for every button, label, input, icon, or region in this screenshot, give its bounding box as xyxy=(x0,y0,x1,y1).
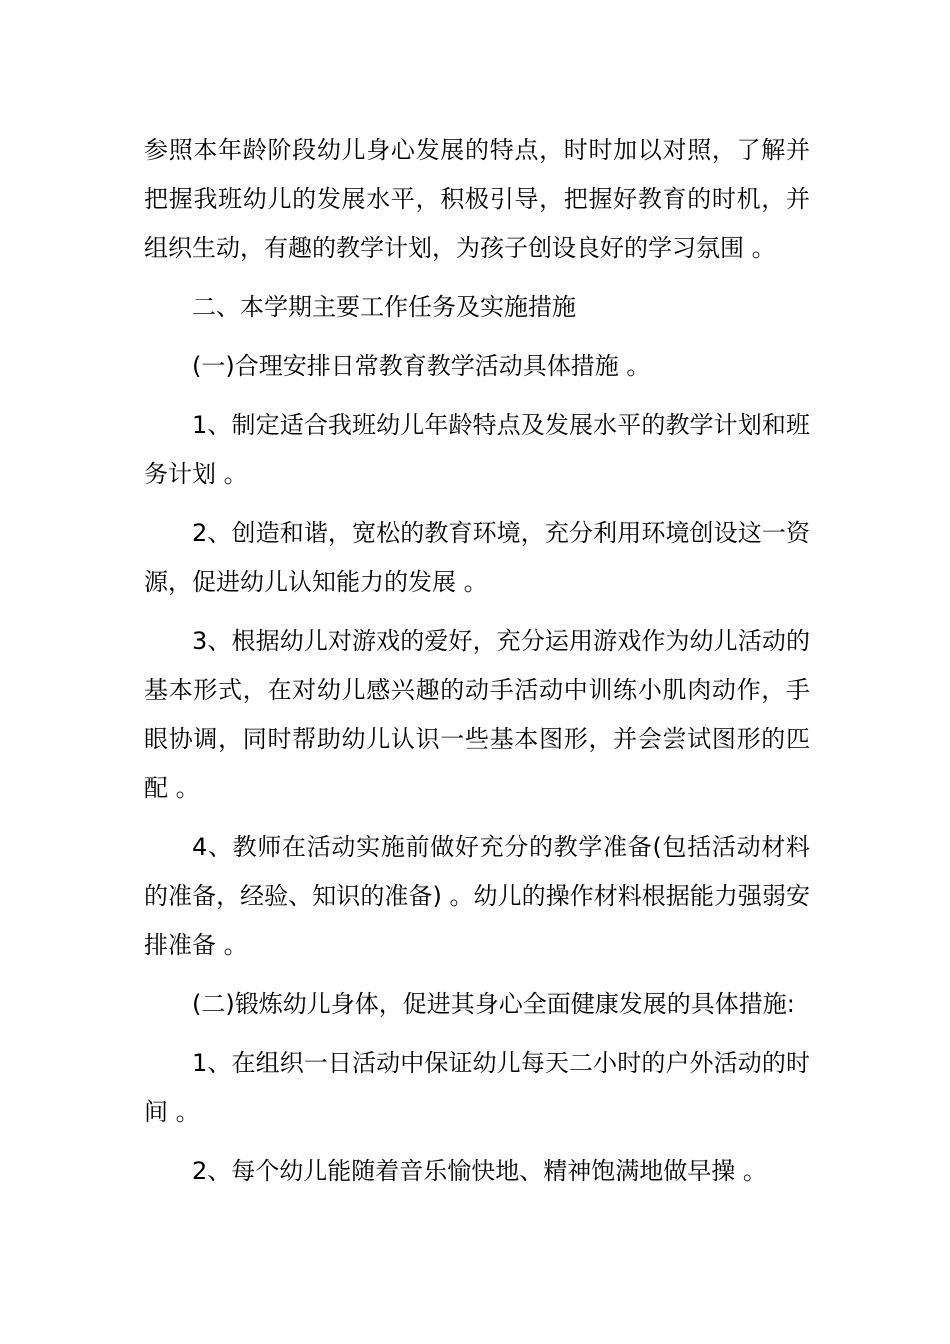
section-heading-two: 二、本学期主要工作任务及实施措施 xyxy=(192,293,576,321)
list-item-b1: 1、在组织一日活动中保证幼儿每天二小时的户外活动的时间 。 xyxy=(144,1049,810,1126)
list-item-4: 4、教师在活动实施前做好充分的教学准备(包括活动材料的准备，经验、知识的准备) 。幼儿的操作材料根据能力强弱安排准备 。 xyxy=(144,833,810,959)
subsection-heading-two: (二)锻炼幼儿身体，促进其身心全面健康发展的具体措施: xyxy=(192,990,795,1018)
list-item-b2: 2、每个幼儿能随着音乐愉快地、精神饱满地做早操 。 xyxy=(192,1157,767,1185)
document-body xyxy=(144,126,810,1206)
list-item-2: 2、创造和谐，宽松的教育环境，充分利用环境创设这一资源，促进幼儿认知能力的发展 。 xyxy=(144,519,810,596)
list-item-1: 1、制定适合我班幼儿年龄特点及发展水平的教学计划和班务计划 。 xyxy=(144,411,810,488)
list-item-3: 3、根据幼儿对游戏的爱好，充分运用游戏作为幼儿活动的基本形式，在对幼儿感兴趣的动手活动中训练小肌肉动作，手眼协调，同时帮助幼儿认识一些基本图形，并会尝试图形的匹配 。 xyxy=(144,627,810,802)
subsection-heading-one: (一)合理安排日常教育教学活动具体措施 。 xyxy=(192,352,651,380)
paragraph-intro-continued: 参照本年龄阶段幼儿身心发展的特点，时时加以对照，了解并把握我班幼儿的发展水平，积极引导，把握好教育的时机，并组织生动，有趣的教学计划，为孩子创设良好的学习氛围 。 xyxy=(144,136,810,262)
